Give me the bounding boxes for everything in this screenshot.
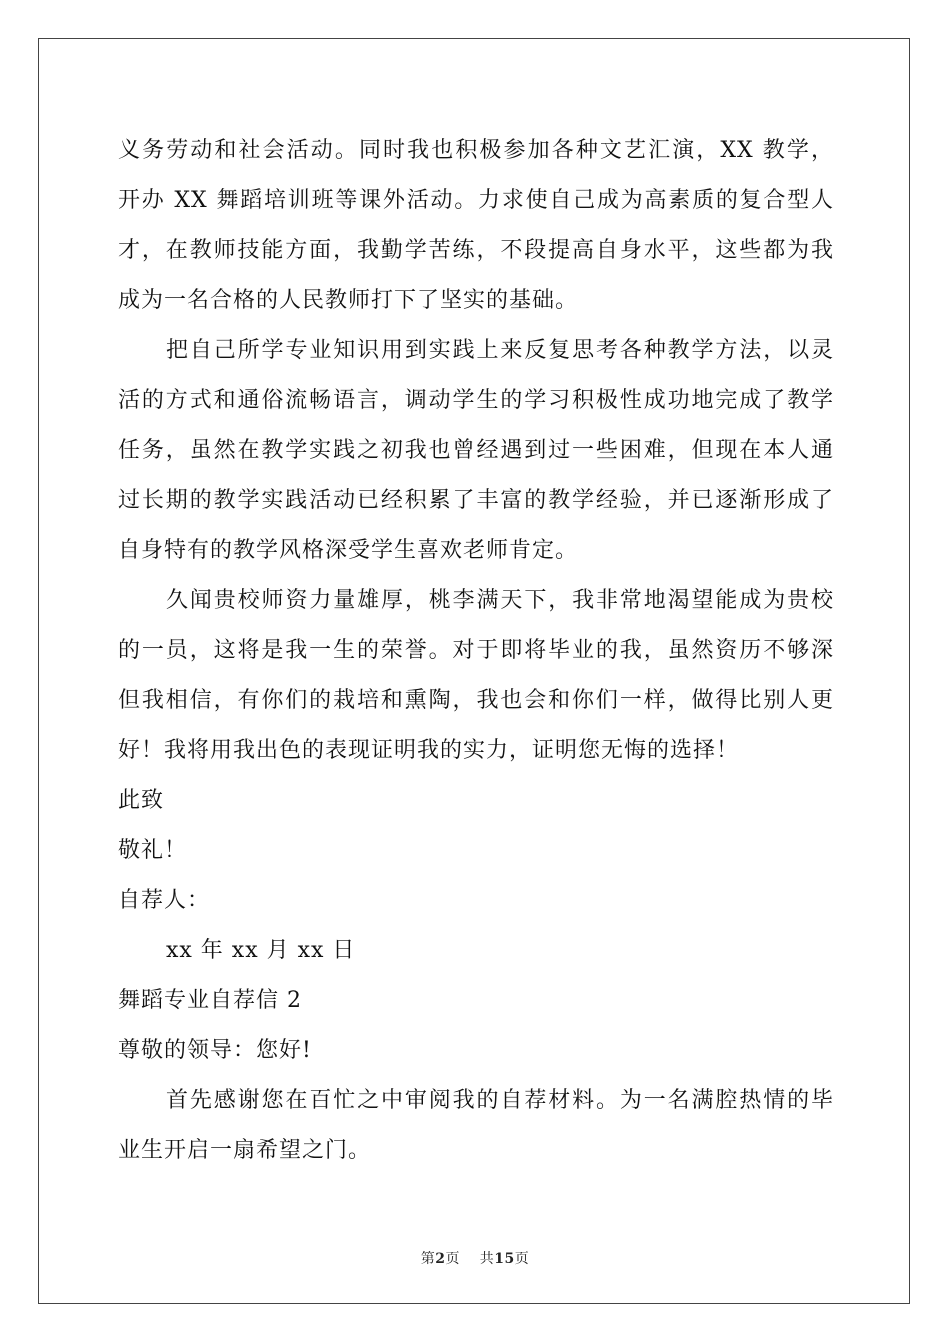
salutation: 尊敬的领导：您好! (118, 1038, 312, 1063)
paragraph-line: 才，在教师技能方面，我勤学苦练，不段提高自身水平，这些都为我 (118, 238, 834, 263)
signature-label: 自荐人： (118, 888, 211, 913)
paragraph-line: 的一员，这将是我一生的荣誉。对于即将毕业的我，虽然资历不够深 (118, 638, 834, 663)
total-prefix: 共 (479, 1251, 495, 1267)
date-line: xx 年 xx 月 xx 日 (166, 938, 356, 963)
paragraph-line: 把自己所学专业知识用到实践上来反复思考各种教学方法，以灵 (166, 338, 834, 363)
paragraph-line: 过长期的教学实践活动已经积累了丰富的教学经验，并已逐渐形成了 (118, 488, 834, 513)
paragraph-line: 但我相信，有你们的栽培和熏陶，我也会和你们一样，做得比别人更 (118, 688, 834, 713)
paragraph-line: 久闻贵校师资力量雄厚，桃李满天下，我非常地渴望能成为贵校 (166, 588, 834, 613)
page-number: 2 (435, 1251, 446, 1267)
paragraph-line: 开办 XX 舞蹈培训班等课外活动。力求使自己成为高素质的复合型人 (118, 188, 834, 213)
letter-title: 舞蹈专业自荐信 2 (118, 988, 302, 1013)
total-pages: 15 (494, 1251, 515, 1267)
total-suffix: 页 (514, 1251, 530, 1267)
paragraph-line: 任务，虽然在教学实践之初我也曾经遇到过一些困难，但现在本人通 (118, 438, 834, 463)
paragraph-line: 成为一名合格的人民教师打下了坚实的基础。 (118, 288, 579, 313)
paragraph-line: 业生开启一扇希望之门。 (118, 1138, 372, 1163)
document-body (118, 126, 834, 1176)
page-footer (0, 1248, 950, 1268)
paragraph-line: 义务劳动和社会活动。同时我也积极参加各种文艺汇演，XX 教学， (118, 138, 834, 163)
page-suffix: 页 (445, 1251, 460, 1267)
paragraph-line: 首先感谢您在百忙之中审阅我的自荐材料。为一名满腔热情的毕 (166, 1088, 834, 1113)
closing-line: 此致 (118, 788, 165, 813)
closing-salute: 敬礼！ (118, 838, 188, 863)
paragraph-line: 活的方式和通俗流畅语言，调动学生的学习积极性成功地完成了教学 (118, 388, 834, 413)
paragraph-line: 自身特有的教学风格深受学生喜欢老师肯定。 (118, 538, 579, 563)
page-prefix: 第 (420, 1251, 436, 1267)
paragraph-line: 好！我将用我出色的表现证明我的实力，证明您无悔的选择！ (118, 738, 740, 763)
